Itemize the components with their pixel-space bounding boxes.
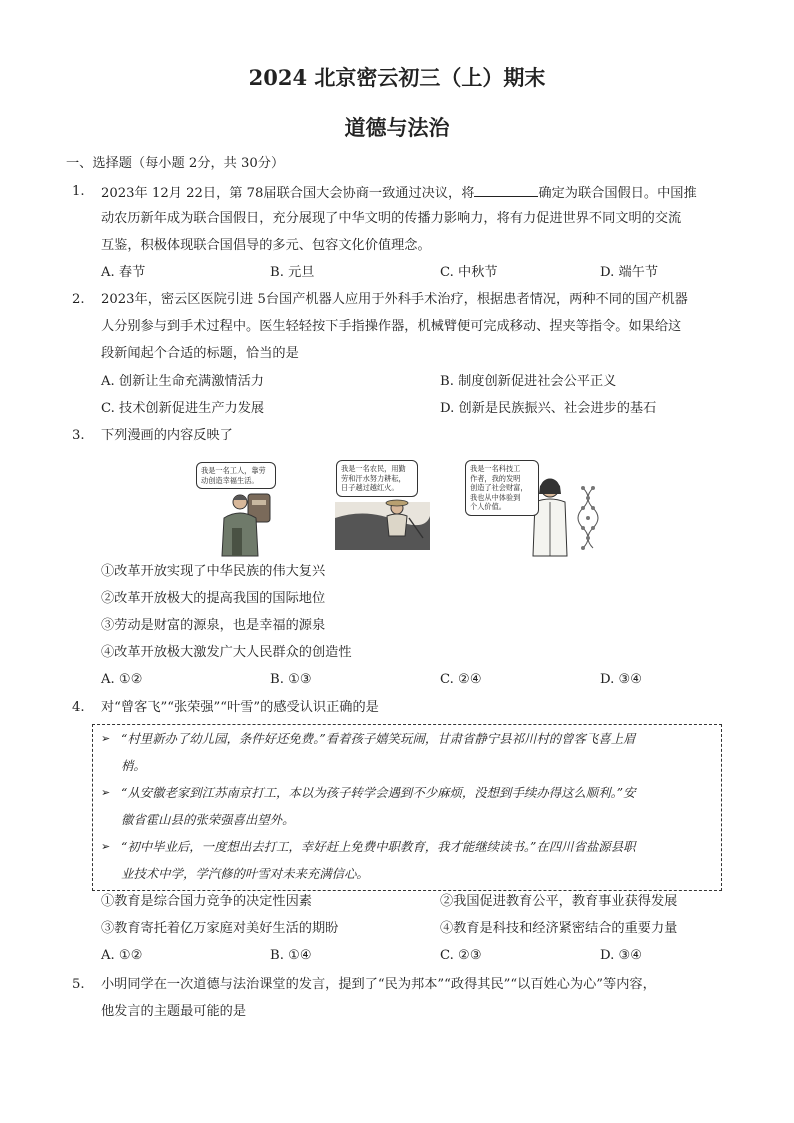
bullet-arrow-icon: ➢ (101, 732, 111, 745)
question-text: 他发言的主题最可能的是 (101, 1004, 247, 1019)
option-c: C. ②③ (440, 948, 482, 963)
question-text: 段新闻起个合适的标题，恰当的是 (101, 346, 299, 361)
option-c: C. 中秋节 (440, 265, 498, 280)
option-c: C. ②④ (440, 672, 482, 687)
statement: ③教育寄托着亿万家庭对美好生活的期盼 (101, 921, 339, 936)
question-number: 5. (72, 977, 85, 992)
statement: ④改革开放极大激发广大人民群众的创造性 (101, 645, 352, 660)
question-text: 人分别参与到手术过程中。医生轻轻按下手指操作器，机械臂便可完成移动、捏夹等指令。如果给这 (101, 319, 682, 334)
statement: ①改革开放实现了中华民族的伟大复兴 (101, 564, 326, 579)
question-text: 对“曾客飞”“张荣强”“叶雪”的感受认识正确的是 (101, 700, 379, 715)
question-text-part: 2023年 12月 22日，第 78届联合国大会协商一致通过决议，将 (101, 186, 475, 201)
quote-text: “村里新办了幼儿园，条件好还免费。”看着孩子嬉笑玩闹，甘肃省静宁县祁川村的曾客飞喜上眉 (121, 731, 636, 746)
statement: ②我国促进教育公平，教育事业获得发展 (440, 894, 678, 909)
statement: ③劳动是财富的源泉，也是幸福的源泉 (101, 618, 326, 633)
option-d: D. 创新是民族振兴、社会进步的基石 (440, 401, 657, 416)
option-d: D. 端午节 (600, 265, 659, 280)
quote-text: “初中毕业后，一度想出去打工，幸好赶上免费中职教育，我才能继续读书。”在四川省盐源县职 (121, 839, 636, 854)
question-text: 2023年，密云区医院引进 5台国产机器人应用于外科手术治疗，根据患者情况，两种不同的国产机器 (101, 292, 688, 307)
speech-bubble: 我是一名工人，靠劳 动创造幸福生活。 (196, 462, 276, 489)
speech-bubble: 我是一名科技工 作者，我的发明 创造了社会财富， 我也从中体验到 个人价值。 (465, 460, 539, 516)
option-c: C. 技术创新促进生产力发展 (101, 401, 265, 416)
option-a: A. 创新让生命充满激情活力 (101, 374, 264, 389)
statement: ④教育是科技和经济紧密结合的重要力量 (440, 921, 678, 936)
option-b: B. ①④ (270, 948, 312, 963)
quote-text: 梢。 (121, 758, 146, 773)
exam-title: 2024 北京密云初三（上）期末 (248, 65, 546, 90)
fill-blank (474, 184, 538, 197)
quote-text: 徽省霍山县的张荣强喜出望外。 (121, 812, 295, 827)
subject-title: 道德与法治 (344, 115, 450, 140)
option-d: D. ③④ (600, 948, 643, 963)
option-b: B. 元旦 (270, 265, 315, 280)
bullet-arrow-icon: ➢ (101, 786, 111, 799)
option-a: A. ①② (101, 948, 143, 963)
speech-bubble: 我是一名农民，用勤 劳和汗水努力耕耘， 日子越过越红火。 (336, 460, 418, 497)
statement: ②改革开放极大的提高我国的国际地位 (101, 591, 326, 606)
section-heading: 一、选择题（每小题 2分，共 30分） (66, 156, 285, 171)
quote-text: 业技术中学，学汽修的叶雪对未来充满信心。 (121, 866, 369, 881)
question-number: 3. (72, 428, 85, 443)
question-number: 1. (72, 184, 85, 199)
question-number: 2. (72, 292, 85, 307)
question-text: 小明同学在一次道德与法治课堂的发言，提到了“民为邦本”“政得其民”“以百姓心为心”等内容， (101, 977, 656, 992)
question-text-part: 确定为联合国假日。中国推 (538, 186, 697, 201)
option-d: D. ③④ (600, 672, 643, 687)
question-text: 动农历新年成为联合国假日，充分展现了中华文明的传播力影响力，将有力促进世界不同文明的交流 (101, 211, 682, 226)
option-b: B. 制度创新促进社会公平正义 (440, 374, 617, 389)
quote-text: “从安徽老家到江苏南京打工，本以为孩子转学会遇到不少麻烦，没想到手续办得这么顺利。”安 (121, 785, 636, 800)
question-number: 4. (72, 700, 85, 715)
option-a: A. ①② (101, 672, 143, 687)
question-text: 互鉴，积极体现联合国倡导的多元、包容文化价值理念。 (101, 238, 431, 253)
question-text: 下列漫画的内容反映了 (101, 428, 233, 443)
option-a: A. 春节 (101, 265, 146, 280)
bullet-arrow-icon: ➢ (101, 840, 111, 853)
question-text (101, 184, 697, 202)
statement: ①教育是综合国力竞争的决定性因素 (101, 894, 312, 909)
option-b: B. ①③ (270, 672, 312, 687)
